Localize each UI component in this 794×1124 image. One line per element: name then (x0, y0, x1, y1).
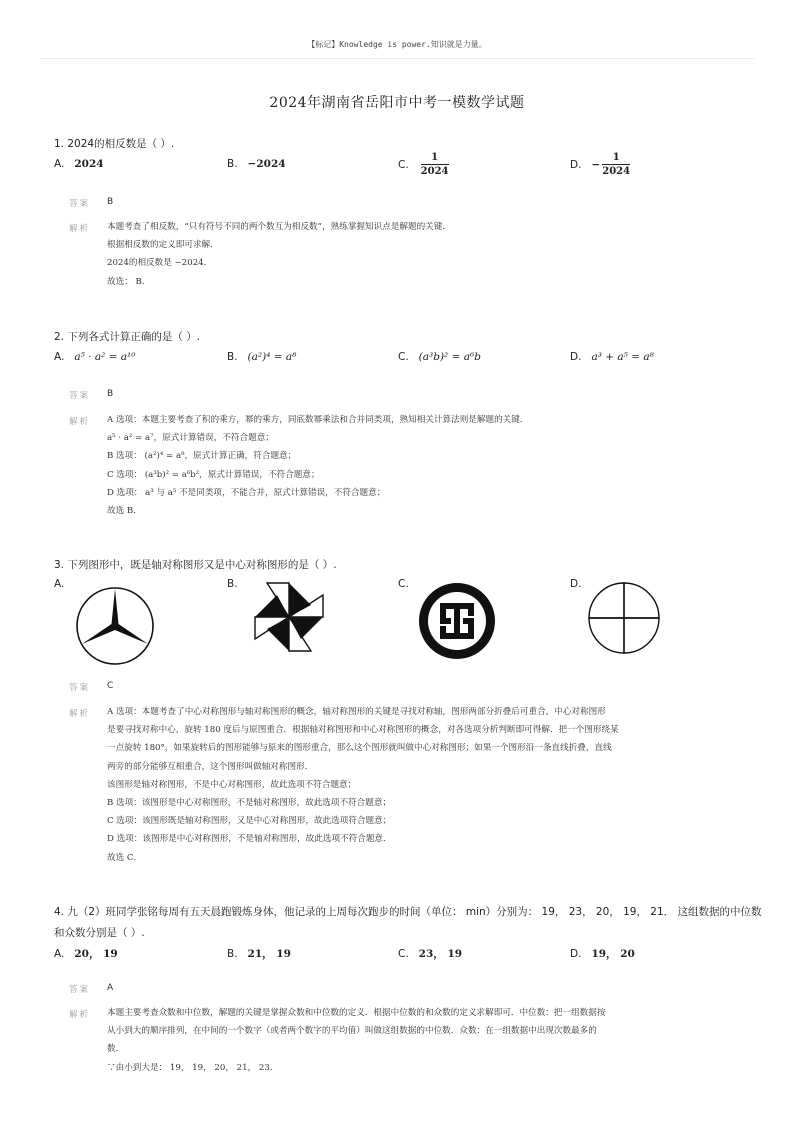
page-title: 2024年湖南省岳阳市中考一模数学试题 (269, 95, 525, 111)
analysis-line: 是要寻找对称中心，旋转 180 度后与原图重合．根据轴对称图形和中心对称图形的概念，对各选项分析判断即可得解．把一个图形绕某 (107, 725, 619, 736)
q1-analysis (107, 218, 451, 291)
analysis-line: 两旁的部分能够互相重合，这个图形叫做轴对称图形． (107, 761, 314, 772)
q1-option-c[interactable]: C. $\frac{1}{2024}$ (398, 152, 449, 177)
analysis-line: A 选项：本题主要考查了积的乘方，幂的乘方，同底数幂乘法和合并同类项，熟知相关计算法则是解题的关键． (107, 415, 529, 425)
analysis-line: C 选项： (a³b)² = a⁶b²，原式计算错误，不符合题意； (107, 469, 320, 480)
q2-option-c[interactable]: C. (a³b)² = a⁶b (398, 351, 481, 363)
q3-option-b-label[interactable]: B. (227, 578, 238, 590)
question-2-stem: 2. 下列各式计算正确的是（ ）. (54, 331, 201, 343)
q3-option-c-label[interactable]: C. (398, 578, 409, 590)
question-3-stem: 3. 下列图形中，既是轴对称图形又是中心对称图形的是（ ）. (54, 559, 337, 571)
analysis-line: 故选 C． (107, 852, 143, 863)
analysis-line: A 选项：本题考查了中心对称图形与轴对称图形的概念，轴对称图形的关键是寻找对称轴，图形两部分折叠后可重合，中心对称图形 (107, 707, 606, 717)
analysis-line: D 选项：该图形是中心对称图形，不是轴对称图形，故此选项不符合题意． (107, 834, 392, 845)
q4-option-d[interactable]: D. 19， 20 (570, 948, 635, 960)
q3-option-d-label[interactable]: D. (570, 578, 582, 590)
analysis-line: 一点旋转 180°，如果旋转后的图形能够与原来的图形重合，那么这个图形就叫做中心对称图形；如果一个图形沿一条直线折叠，直线 (107, 743, 612, 754)
q4-stem-line-2: 和众数分别是（ ）. (54, 927, 145, 939)
q3-figure-d-quarter-blades[interactable] (585, 579, 663, 657)
q3-answer: C (107, 681, 114, 691)
q1-option-d[interactable]: D. − $\frac{1}{2024}$ (570, 152, 631, 177)
analysis-line: 2024的相反数是 −2024． (107, 258, 213, 269)
header-divider (40, 58, 754, 59)
q2-analysis-tag: 解析 (69, 417, 91, 427)
q4-stem-line-1: 4. 九（2）班同学张铭每周有五天晨跑锻炼身体，他记录的上周每次跑步的时间（单位： min）分别为： 19， 23， 20， 19， 21． 这组数据的中位数 (54, 906, 762, 918)
analysis-line: 本题主要考查众数和中位数，解题的关键是掌握众数和中位数的定义．根据中位数的和众数的定义求解即可．中位数：把一组数据按 (107, 1008, 606, 1018)
q3-figure-b-pinwheel[interactable] (253, 581, 325, 653)
analysis-line: 根据相反数的定义即可求解． (107, 240, 219, 251)
q1-option-b[interactable]: B. −2024 (227, 158, 286, 170)
q4-option-b[interactable]: B. 21， 19 (227, 948, 291, 960)
q3-analysis-tag: 解析 (69, 709, 91, 719)
q1-analysis-tag: 解析 (69, 224, 91, 234)
q2-option-d[interactable]: D. a³ + a⁵ = a⁸ (570, 351, 654, 363)
q4-answer: A (107, 983, 114, 993)
analysis-line: D 选项： a³ 与 a⁵ 不是同类项，不能合并，原式计算错误，不符合题意； (107, 487, 386, 498)
q3-answer-tag: 答案 (69, 683, 91, 693)
page-header: 【标记】Knowledge is power.知识就是力量。 (307, 40, 487, 49)
q2-option-a[interactable]: A. a⁵ · a² = a¹⁰ (54, 351, 136, 363)
q1-answer-tag: 答案 (69, 199, 91, 209)
q4-analysis (107, 1004, 605, 1077)
analysis-line: B 选项： (a²)⁴ = a⁸，原式计算正确，符合题意； (107, 451, 297, 462)
q3-analysis (107, 703, 619, 867)
q3-figure-c-coin-symbol[interactable] (417, 581, 497, 661)
q2-answer: B (107, 389, 114, 399)
q2-analysis (107, 411, 528, 520)
question-4-stem (54, 902, 762, 944)
analysis-line: 该图形是轴对称图形，不是中心对称图形，故此选项不符合题意； (107, 779, 357, 790)
q3-option-a-label[interactable]: A. (54, 578, 65, 590)
analysis-line: a⁵ · a² = a⁷，原式计算错误，不符合题意； (107, 433, 274, 444)
analysis-line: 从小到大的顺序排列，在中间的一个数字（或者两个数字的平均值）叫做这组数据的中位数．众数：在一组数据中出现次数最多的 (107, 1026, 597, 1037)
q2-option-b[interactable]: B. (a²)⁴ = a⁸ (227, 351, 297, 363)
q1-answer: B (107, 197, 114, 207)
analysis-line: B 选项：该图形是中心对称图形，不是轴对称图形，故此选项不符合题意； (107, 798, 392, 809)
analysis-line: 故选： B． (107, 276, 151, 287)
analysis-line: ∵由小到大是： 19， 19， 20， 21， 23． (107, 1062, 279, 1073)
q4-answer-tag: 答案 (69, 985, 91, 995)
q4-option-c[interactable]: C. 23， 19 (398, 948, 463, 960)
q3-figure-a-star-circle[interactable] (74, 585, 156, 667)
analysis-line: 故选 B． (107, 506, 142, 517)
q4-analysis-tag: 解析 (69, 1010, 91, 1020)
q1-option-a[interactable]: A. 2024 (54, 158, 104, 170)
q4-option-a[interactable]: A. 20， 19 (54, 948, 118, 960)
question-1-stem: 1. 2024的相反数是（ ）. (54, 138, 175, 150)
analysis-line: C 选项：该图形既是轴对称图形，又是中心对称图形，故此选项符合题意； (107, 816, 392, 827)
analysis-line: 数． (107, 1044, 125, 1055)
analysis-line: 本题考查了相反数，“只有符号不同的两个数互为相反数”，熟练掌握知识点是解题的关键． (107, 222, 451, 232)
q2-answer-tag: 答案 (69, 391, 91, 401)
